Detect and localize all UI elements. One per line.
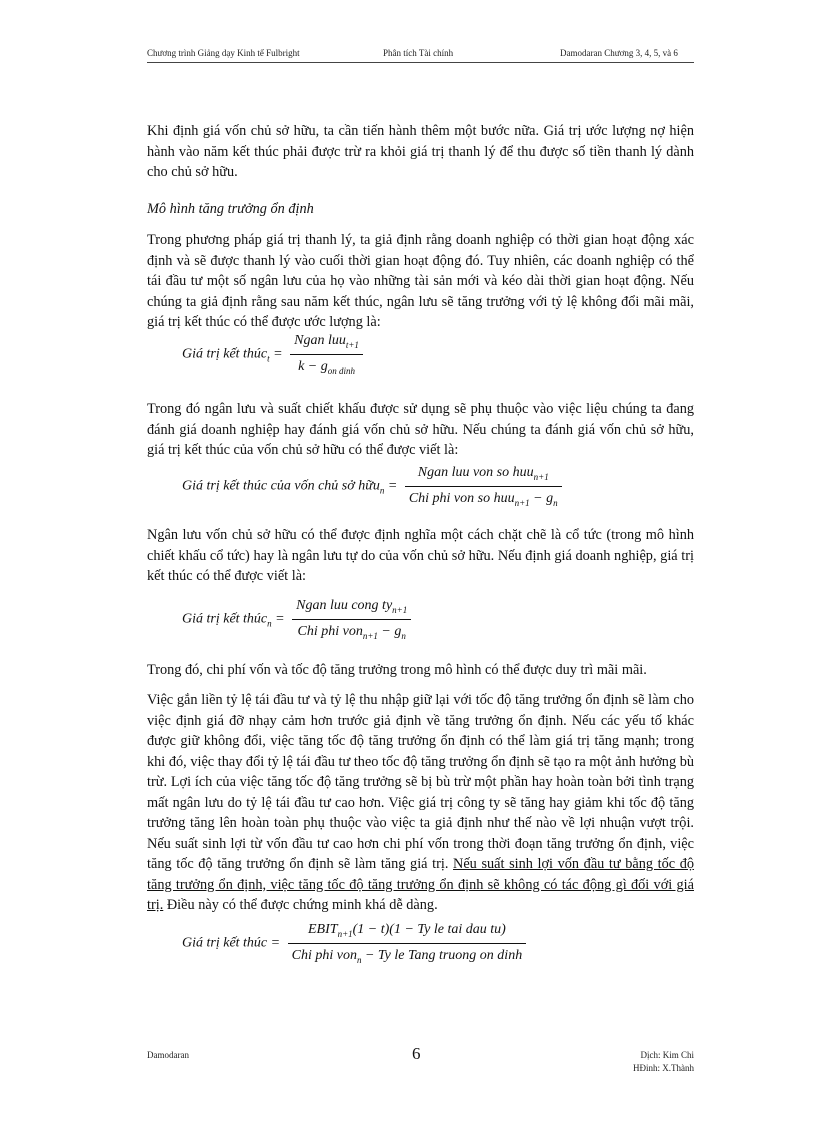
formula-equity-terminal-value: Giá trị kết thúc của vốn chủ sở hữu$_n$ = $\frac{Ngan luu von so huu_{n+1}}{Chi phi von so huu_{n+1} - g_n}$ [182,465,562,508]
header-right: Damodaran Chương 3, 4, 5, và 6 [560,48,678,58]
page-number: 6 [412,1044,421,1063]
footer-translator: Dịch: Kim Chi [640,1050,694,1060]
formula-terminal-value: Giá trị kết thúc$_t$ = $\frac{Ngan luu_{t+1}}{k - g_{on dinh}}$ [182,333,363,376]
section-title: Mô hình tăng trưởng ổn định [147,201,314,217]
formula-terminal-value-ebit: Giá trị kết thúc = $\frac{EBIT_{n+1}(1 - t)(1 - Ty le tai dau tu)}{Chi phi von_n - Ty le Tang truong on dinh}$ [182,922,526,965]
header-rule [147,62,694,63]
underlined-statement: Nếu suất sinh lợi vốn đầu tư bằng tốc độ tăng trưởng ổn định, việc tăng tốc độ tăng trưởng ổn định sẽ không có tác động gì đối với giá trị. [147,856,695,913]
paragraph-4: Ngân lưu vốn chủ sở hữu có thể được định nghĩa một cách chặt chẽ là cổ tức (trong mô hình chiết khấu cổ tức) hay là ngân lưu tự do của vốn chủ sở hữu. Nếu định giá doanh nghiệp, giá trị kết thúc có thể được viết là: [147,527,694,584]
header-left: Chương trình Giảng dạy Kinh tế Fulbright [147,48,300,58]
formula-firm-terminal-value: Giá trị kết thúc$_n$ = $\frac{Ngan luu cong ty_{n+1}}{Chi phi von_{n+1} - g_n}$ [182,598,411,641]
paragraph-2: Trong phương pháp giá trị thanh lý, ta giả định rằng doanh nghiệp có thời gian hoạt động xác định và sẽ được thanh lý vào cuối thời gian hoạt động đó. Tuy nhiên, các doanh nghiệp có thể tái đầu tư một số ngân lưu của họ vào những tài sản mới và kéo dài thời gian hoạt động. Nếu chúng ta giả định rằng sau năm kết thúc, ngân lưu sẽ tăng trưởng với tỷ lệ không đổi mãi mãi, giá trị kết thúc có thể được ước lượng là: [147,232,694,330]
footer-left: Damodaran [147,1050,189,1060]
paragraph-3: Trong đó ngân lưu và suất chiết khấu được sử dụng sẽ phụ thuộc vào việc liệu chúng ta đang đánh giá doanh nghiệp hay đánh giá vốn chủ sở hữu. Nếu chúng ta đánh giá vốn chủ sở hữu, giá trị kết thúc của vốn chủ sở hữu có thể được viết là: [147,401,694,458]
paragraph-6: Việc gắn liền tỷ lệ tái đầu tư và tỷ lệ thu nhập giữ lại với tốc độ tăng trưởng ổn định sẽ làm cho việc định giá đỡ nhạy cảm hơn trước giả định về tăng trưởng ổn định. Nếu các yếu tố khác được giữ không đổi, việc tăng tốc độ tăng trưởng ổn định có thể làm giá trị tăng mạnh; trong khi đó, việc thay đổi tỷ lệ tái đầu tư theo tốc độ tăng trưởng ổn định sẽ tạo ra một ảnh hưởng bù trừ. Lợi ích của việc tăng tốc độ tăng trưởng sẽ bị bù trừ một phần hay hoàn toàn bởi tình trạng mất ngân lưu do tỷ lệ tái đầu tư cao hơn. Việc giá trị công ty sẽ tăng hay giảm khi tốc độ tăng trưởng tăng lên hoàn toàn phụ thuộc vào việc ta giả định như thế nào về lợi nhuận vượt trội. Nếu suất sinh lợi từ vốn đầu tư cao hơn chi phí vốn trong thời đoạn tăng trưởng ổn định, việc tăng tốc độ tăng trưởng ổn định sẽ làm tăng giá trị. Nếu suất sinh lợi vốn đầu tư bằng tốc độ tăng trưởng ổn định, việc tăng tốc độ tăng trưởng ổn định sẽ không có tác động gì đối với giá trị. Điều này có thể được chứng minh khá dễ dàng. [147,692,695,913]
header-center: Phân tích Tài chính [383,48,454,58]
paragraph-5: Trong đó, chi phí vốn và tốc độ tăng trưởng trong mô hình có thể được duy trì mãi mãi. [147,662,647,678]
footer-editor: HĐinh: X.Thành [633,1063,694,1073]
paragraph-1: Khi định giá vốn chủ sở hữu, ta cần tiến hành thêm một bước nữa. Giá trị ước lượng nợ hiện hành vào năm kết thúc phải được trừ ra khỏi giá trị thanh lý để thu được số tiền thanh lý dành cho chủ sở hữu. [147,123,694,180]
